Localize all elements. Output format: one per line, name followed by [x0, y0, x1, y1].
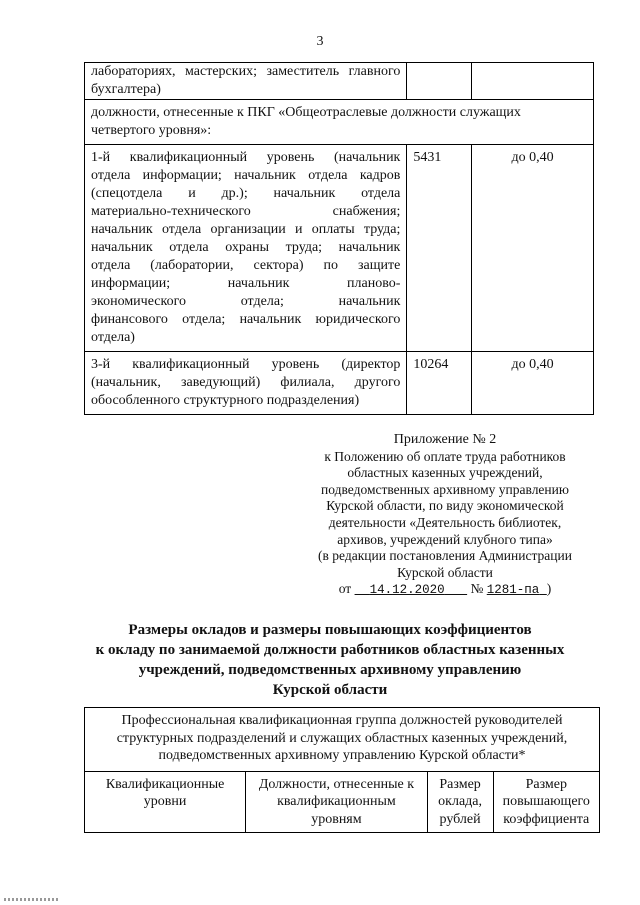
- scan-artifact: [4, 898, 60, 901]
- order-number-value: 1281-па: [486, 583, 540, 598]
- position-description: [85, 63, 407, 100]
- title-line: к окладу по занимаемой должности работников областных казенных: [95, 642, 565, 658]
- header-row: [85, 771, 600, 833]
- title-line: Курской области: [272, 682, 388, 698]
- column-header-salary: Размер оклада, рублей: [427, 771, 493, 833]
- column-header-coefficient: Размер повышающего коэффициента: [493, 771, 599, 833]
- coefficient-cell: [472, 63, 594, 100]
- desc-line: экономического отдела; начальник: [91, 294, 401, 309]
- title-line: Размеры окладов и размеры повышающих коэффициентов: [128, 622, 532, 638]
- title-line: учреждений, подведомственных архивному управлению: [138, 662, 522, 678]
- desc-line: начальник отдела охраны труда; начальник: [91, 240, 401, 255]
- group-row: [85, 708, 600, 772]
- salary-cell: 10264: [407, 352, 472, 415]
- desc-line: 1-й квалификационный уровень (начальник: [91, 150, 401, 165]
- appendix-line: Курской области, по виду экономической: [326, 498, 564, 514]
- desc-line: отдела (лаборатории, сектора) по защите: [91, 258, 401, 273]
- coefficient-cell: до 0,40: [472, 352, 594, 415]
- appendix-line: Курской области: [397, 564, 493, 580]
- desc-line: 3-й квалификационный уровень (директор: [91, 357, 401, 372]
- order-number: [487, 583, 547, 597]
- page-number: 3: [316, 34, 324, 49]
- document-title: [60, 620, 600, 700]
- desc-line: отдела): [91, 330, 135, 345]
- table-row: [85, 145, 594, 352]
- desc-line: материально-технического снабжения;: [91, 204, 401, 219]
- order-reference: от 14.12.2020 № 1281-па ): [338, 581, 552, 598]
- appendix-line: к Положению об оплате труда работников: [324, 448, 566, 464]
- table-row: [85, 352, 594, 415]
- appendix-line: подведомственных архивному управлению: [321, 481, 569, 497]
- coefficient-cell: до 0,40: [472, 145, 594, 352]
- column-header-levels: Квалификационные уровни: [85, 771, 246, 833]
- order-date: [355, 583, 468, 597]
- desc-line: начальник отдела организации и оплаты труда;: [91, 222, 401, 237]
- desc-line: обособленного структурного подразделения): [91, 393, 360, 408]
- salary-cell: [407, 63, 472, 100]
- position-description: [85, 145, 407, 352]
- order-prefix: от: [338, 581, 352, 597]
- position-description: [85, 352, 407, 415]
- appendix-line: областных казенных учреждений,: [347, 465, 543, 481]
- desc-line: финансового отдела; начальник юридического: [91, 312, 401, 327]
- column-header-positions: Должности, отнесенные к квалификационным уровням: [246, 771, 427, 833]
- table-row: [85, 63, 594, 100]
- appendix-line: деятельности «Деятельность библиотек,: [328, 514, 562, 530]
- desc-line: (спецотдела и др.); начальник отдела: [91, 186, 401, 201]
- desc-line: информации; начальник планово-: [91, 276, 401, 291]
- appendix-title: Приложение № 2: [393, 432, 497, 447]
- order-number-label: №: [470, 581, 484, 597]
- desc-line: (начальник, заведующий) филиала, другого: [91, 375, 401, 390]
- salary-table-continued: [84, 62, 594, 415]
- appendix-block: [300, 432, 590, 599]
- desc-line: отдела информации; начальник отдела кадров: [91, 168, 401, 183]
- salary-table: [84, 707, 600, 833]
- order-date-value: 14.12.2020: [369, 583, 445, 598]
- appendix-line: (в редакции постановления Администрации: [318, 548, 572, 564]
- salary-cell: 5431: [407, 145, 472, 352]
- qualification-group-title: Профессиональная квалификационная группа должностей руководителей структурных подразделений и служащих областных казенных учреждений, подведомственных архивному управлению Курской области*: [85, 708, 600, 772]
- section-header: должности, отнесенные к ПКГ «Общеотраслевые должности служащих четвертого уровня»:: [85, 100, 594, 145]
- appendix-line: архивов, учреждений клубного типа»: [337, 531, 553, 547]
- section-header-row: [85, 100, 594, 145]
- position-description-text: лабораториях, мастерских; заместитель главного бухгалтера): [91, 64, 401, 97]
